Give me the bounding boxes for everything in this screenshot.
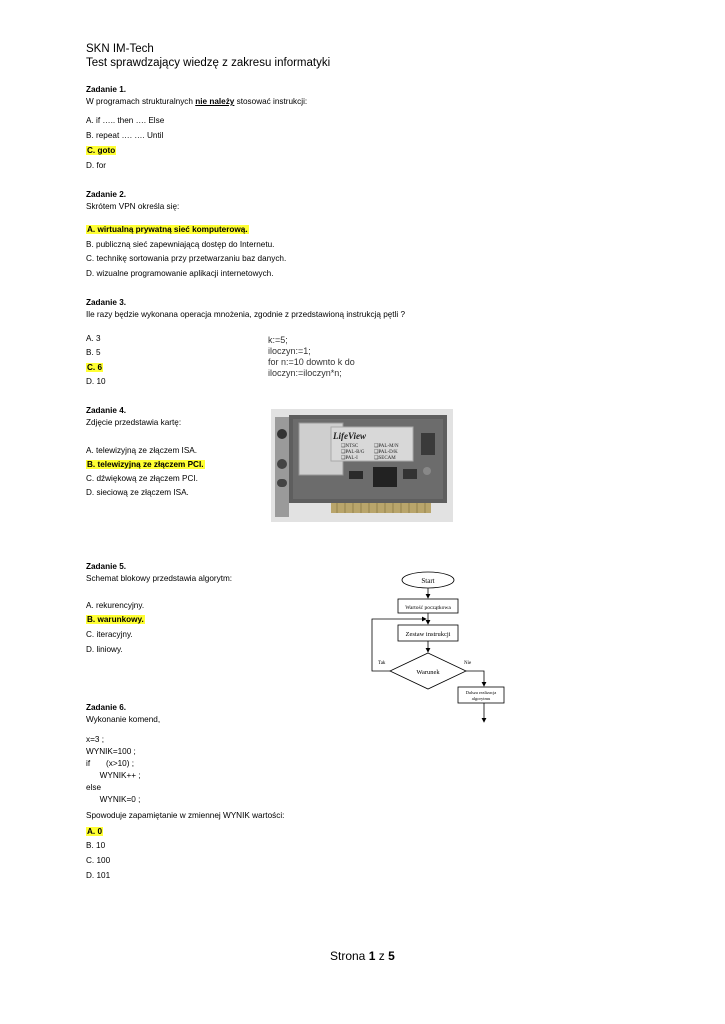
- doc-header-title: SKN IM-Tech: [86, 43, 154, 55]
- flowchart: [360, 566, 510, 724]
- q3-code-line: for n:=10 downto k do: [268, 357, 355, 367]
- q3-title: Zadanie 3.: [86, 298, 127, 307]
- q6-code-line: WYNIK=0 ;: [86, 795, 141, 804]
- doc-header-subtitle: Test sprawdzający wiedzę z zakresu informatyki: [86, 57, 331, 69]
- tv-card-photo: [271, 409, 453, 522]
- q2-prompt: Skrótem VPN określa się:: [86, 202, 180, 211]
- tv-card-label: ❑NTSC: [341, 444, 359, 449]
- q3-option-d: D. 10: [86, 377, 106, 386]
- flow-init-label: Wartość początkowa: [405, 605, 451, 611]
- q6-code-line: if (x>10) ;: [86, 759, 135, 768]
- q2-option-c: C. technikę sortowania przy przetwarzaniu baz danych.: [86, 254, 287, 263]
- q6-prompt: Wykonanie komend,: [86, 715, 161, 724]
- q4-title: Zadanie 4.: [86, 406, 127, 415]
- page-footer: [330, 949, 395, 963]
- q6-option-a-correct: A. 0: [87, 827, 103, 836]
- q1-option-d: D. for: [86, 161, 107, 170]
- q6-option-b: B. 10: [86, 841, 106, 850]
- footer-sep: z: [378, 949, 385, 963]
- tv-card-label: ❑PAL-I: [341, 456, 358, 461]
- tv-card-brand: LifeView: [333, 431, 366, 441]
- q1-prompt-emphasis: nie należy: [195, 97, 235, 106]
- q3-prompt: Ile razy będzie wykonana operacja mnożenia, zgodnie z przedstawioną instrukcją pętli ?: [86, 310, 406, 319]
- tv-card-label: ❑PAL-M/N: [374, 444, 399, 449]
- flow-cond-label: Warunek: [416, 669, 440, 676]
- q3-code-block: [268, 335, 355, 379]
- q4-prompt: Zdjęcie przedstawia kartę:: [86, 418, 182, 427]
- q1-option-a: A. if ….. then …. Else: [86, 116, 165, 125]
- q5-title: Zadanie 5.: [86, 562, 127, 571]
- flow-next-label: Dalsza realizacja: [465, 690, 497, 695]
- q5-option-b-correct: B. warunkowy.: [87, 615, 144, 624]
- q5-option-a: A. rekurencyjny.: [86, 601, 145, 610]
- flow-start-label: Start: [421, 577, 435, 585]
- q5-option-c: C. iteracyjny.: [86, 630, 133, 639]
- q2-title: Zadanie 2.: [86, 190, 127, 199]
- q2-option-b: B. publiczną sieć zapewniającą dostęp do Internetu.: [86, 240, 275, 249]
- q3-option-b: B. 5: [86, 348, 101, 357]
- flow-body-label: Zestaw instrukcji: [405, 631, 451, 638]
- q5-option-d: D. liniowy.: [86, 645, 123, 654]
- q5-prompt: Schemat blokowy przedstawia algorytm:: [86, 574, 233, 583]
- tv-card-label: ❑SECAM: [374, 456, 396, 461]
- footer-page-number: 1: [368, 949, 376, 963]
- q3-code-line: iloczyn:=1;: [268, 346, 311, 356]
- q6-code-line: WYNIK=100 ;: [86, 747, 136, 756]
- q6-code-block: [86, 734, 141, 806]
- flow-no-label: Nie: [464, 661, 472, 666]
- q1-prompt: W programach strukturalnych nie należy stosować instrukcji:: [86, 97, 308, 106]
- q1-option-b: B. repeat …. …. Until: [86, 131, 164, 140]
- q3-option-c-correct: C. 6: [87, 363, 103, 372]
- q6-code-line: x=3 ;: [86, 735, 104, 744]
- q3-code-line: iloczyn:=iloczyn*n;: [268, 368, 342, 378]
- q2-option-d: D. wizualne programowanie aplikacji internetowych.: [86, 269, 274, 278]
- q6-prompt-2: Spowoduje zapamiętanie w zmiennej WYNIK wartości:: [86, 811, 285, 820]
- flow-yes-label: Tak: [378, 661, 386, 666]
- tv-card-label: ❑PAL-B/G: [341, 450, 365, 455]
- footer-total-pages: 5: [388, 949, 395, 963]
- q6-option-d: D. 101: [86, 871, 111, 880]
- flow-next-label: algorytmu: [471, 696, 491, 701]
- tv-card-label: ❑PAL-D/K: [374, 450, 398, 455]
- q4-option-c: C. dźwiękową ze złączem PCI.: [86, 474, 198, 483]
- footer-word: Strona: [330, 949, 366, 963]
- q3-code-line: k:=5;: [268, 335, 288, 345]
- q4-option-d: D. sieciową ze złączem ISA.: [86, 488, 189, 497]
- q3-option-a: A. 3: [86, 334, 101, 343]
- q1-title: Zadanie 1.: [86, 85, 127, 94]
- q4-option-a: A. telewizyjną ze złączem ISA.: [86, 446, 198, 455]
- q2-option-a-correct: A. wirtualną prywatną sieć komputerową.: [87, 225, 248, 234]
- q6-code-line: else: [86, 783, 102, 792]
- q1-option-c-correct: C. goto: [87, 146, 116, 155]
- q6-title: Zadanie 6.: [86, 703, 127, 712]
- q6-option-c: C. 100: [86, 856, 111, 865]
- q4-option-b-correct: B. telewizyjną ze złączem PCI.: [87, 460, 204, 469]
- q6-code-line: WYNIK++ ;: [86, 771, 141, 780]
